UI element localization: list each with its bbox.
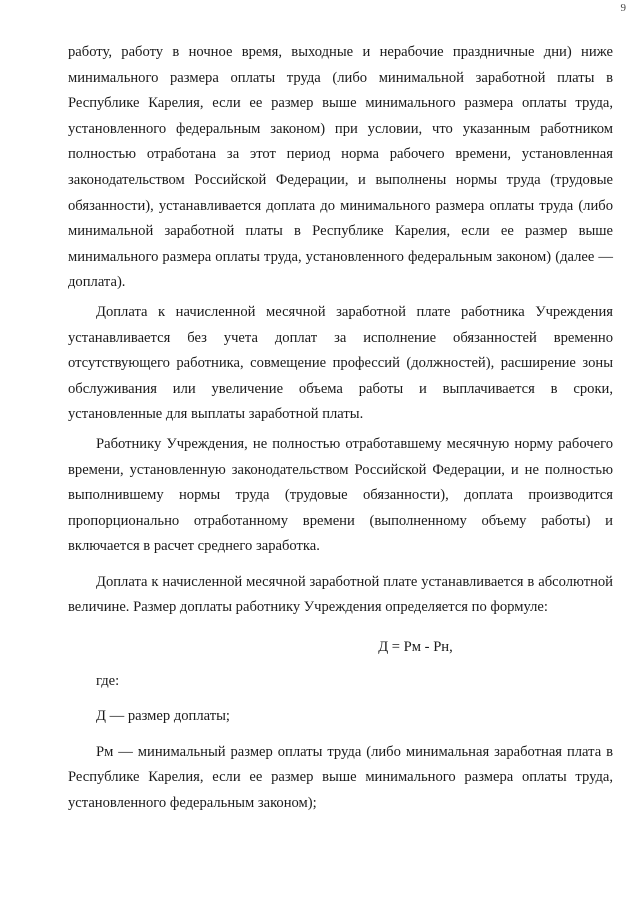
page-number: 9 [620, 2, 626, 14]
formula: Д = Рм - Рн, [378, 639, 453, 656]
definition-d: Д — размер доплаты; [96, 708, 230, 725]
paragraph-partial-norm: Работнику Учреждения, не полностью отработавшему месячную норму рабочего времени, установленную законодательством Российской Федерации, и не полностью выполнившему нормы труда (трудовые обязанности), доплата производится пропорционально отработанному времени (выполненному объему работы) и включается в расчет среднего заработка. [68, 435, 613, 555]
where-label: где: [96, 672, 120, 689]
definition-rm: Рм — минимальный размер оплаты труда (либо минимальная заработная плата в Республике Карелия, если ее размер выше минимального размера оплаты труда, установленного федеральным законом); [68, 743, 613, 812]
paragraph-formula-intro: Доплата к начисленной месячной заработной плате устанавливается в абсолютной величине. Размер доплаты работнику Учреждения определяется по формуле: [68, 573, 613, 616]
paragraph-continuation: работу, работу в ночное время, выходные и нерабочие праздничные дни) ниже минимального размера оплаты труда (либо минимальной заработной платы в Республике Карелия, если ее размер выше минимального размера оплаты труда, установленного федеральным законом) при условии, что указанным работником полностью отработана за этот период норма рабочего времени, установленная законодательством Российской Федерации, и выполнены нормы труда (трудовые обязанности), устанавливается доплата до минимального размера оплаты труда (либо минимальной заработной платы в Республике Карелия, если ее размер выше минимального размера оплаты труда, установленного федеральным законом) (далее — доплата). [68, 44, 613, 291]
document-body [68, 40, 613, 817]
paragraph-surcharge-conditions: Доплата к начисленной месячной заработной плате работника Учреждения устанавливается без учета доплат за исполнение обязанностей временно отсутствующего работника, совмещение профессий (должностей), расширение зоны обслуживания или увеличение объема работы и выплачивается в сроки, установленные для выплаты заработной платы. [68, 303, 613, 423]
